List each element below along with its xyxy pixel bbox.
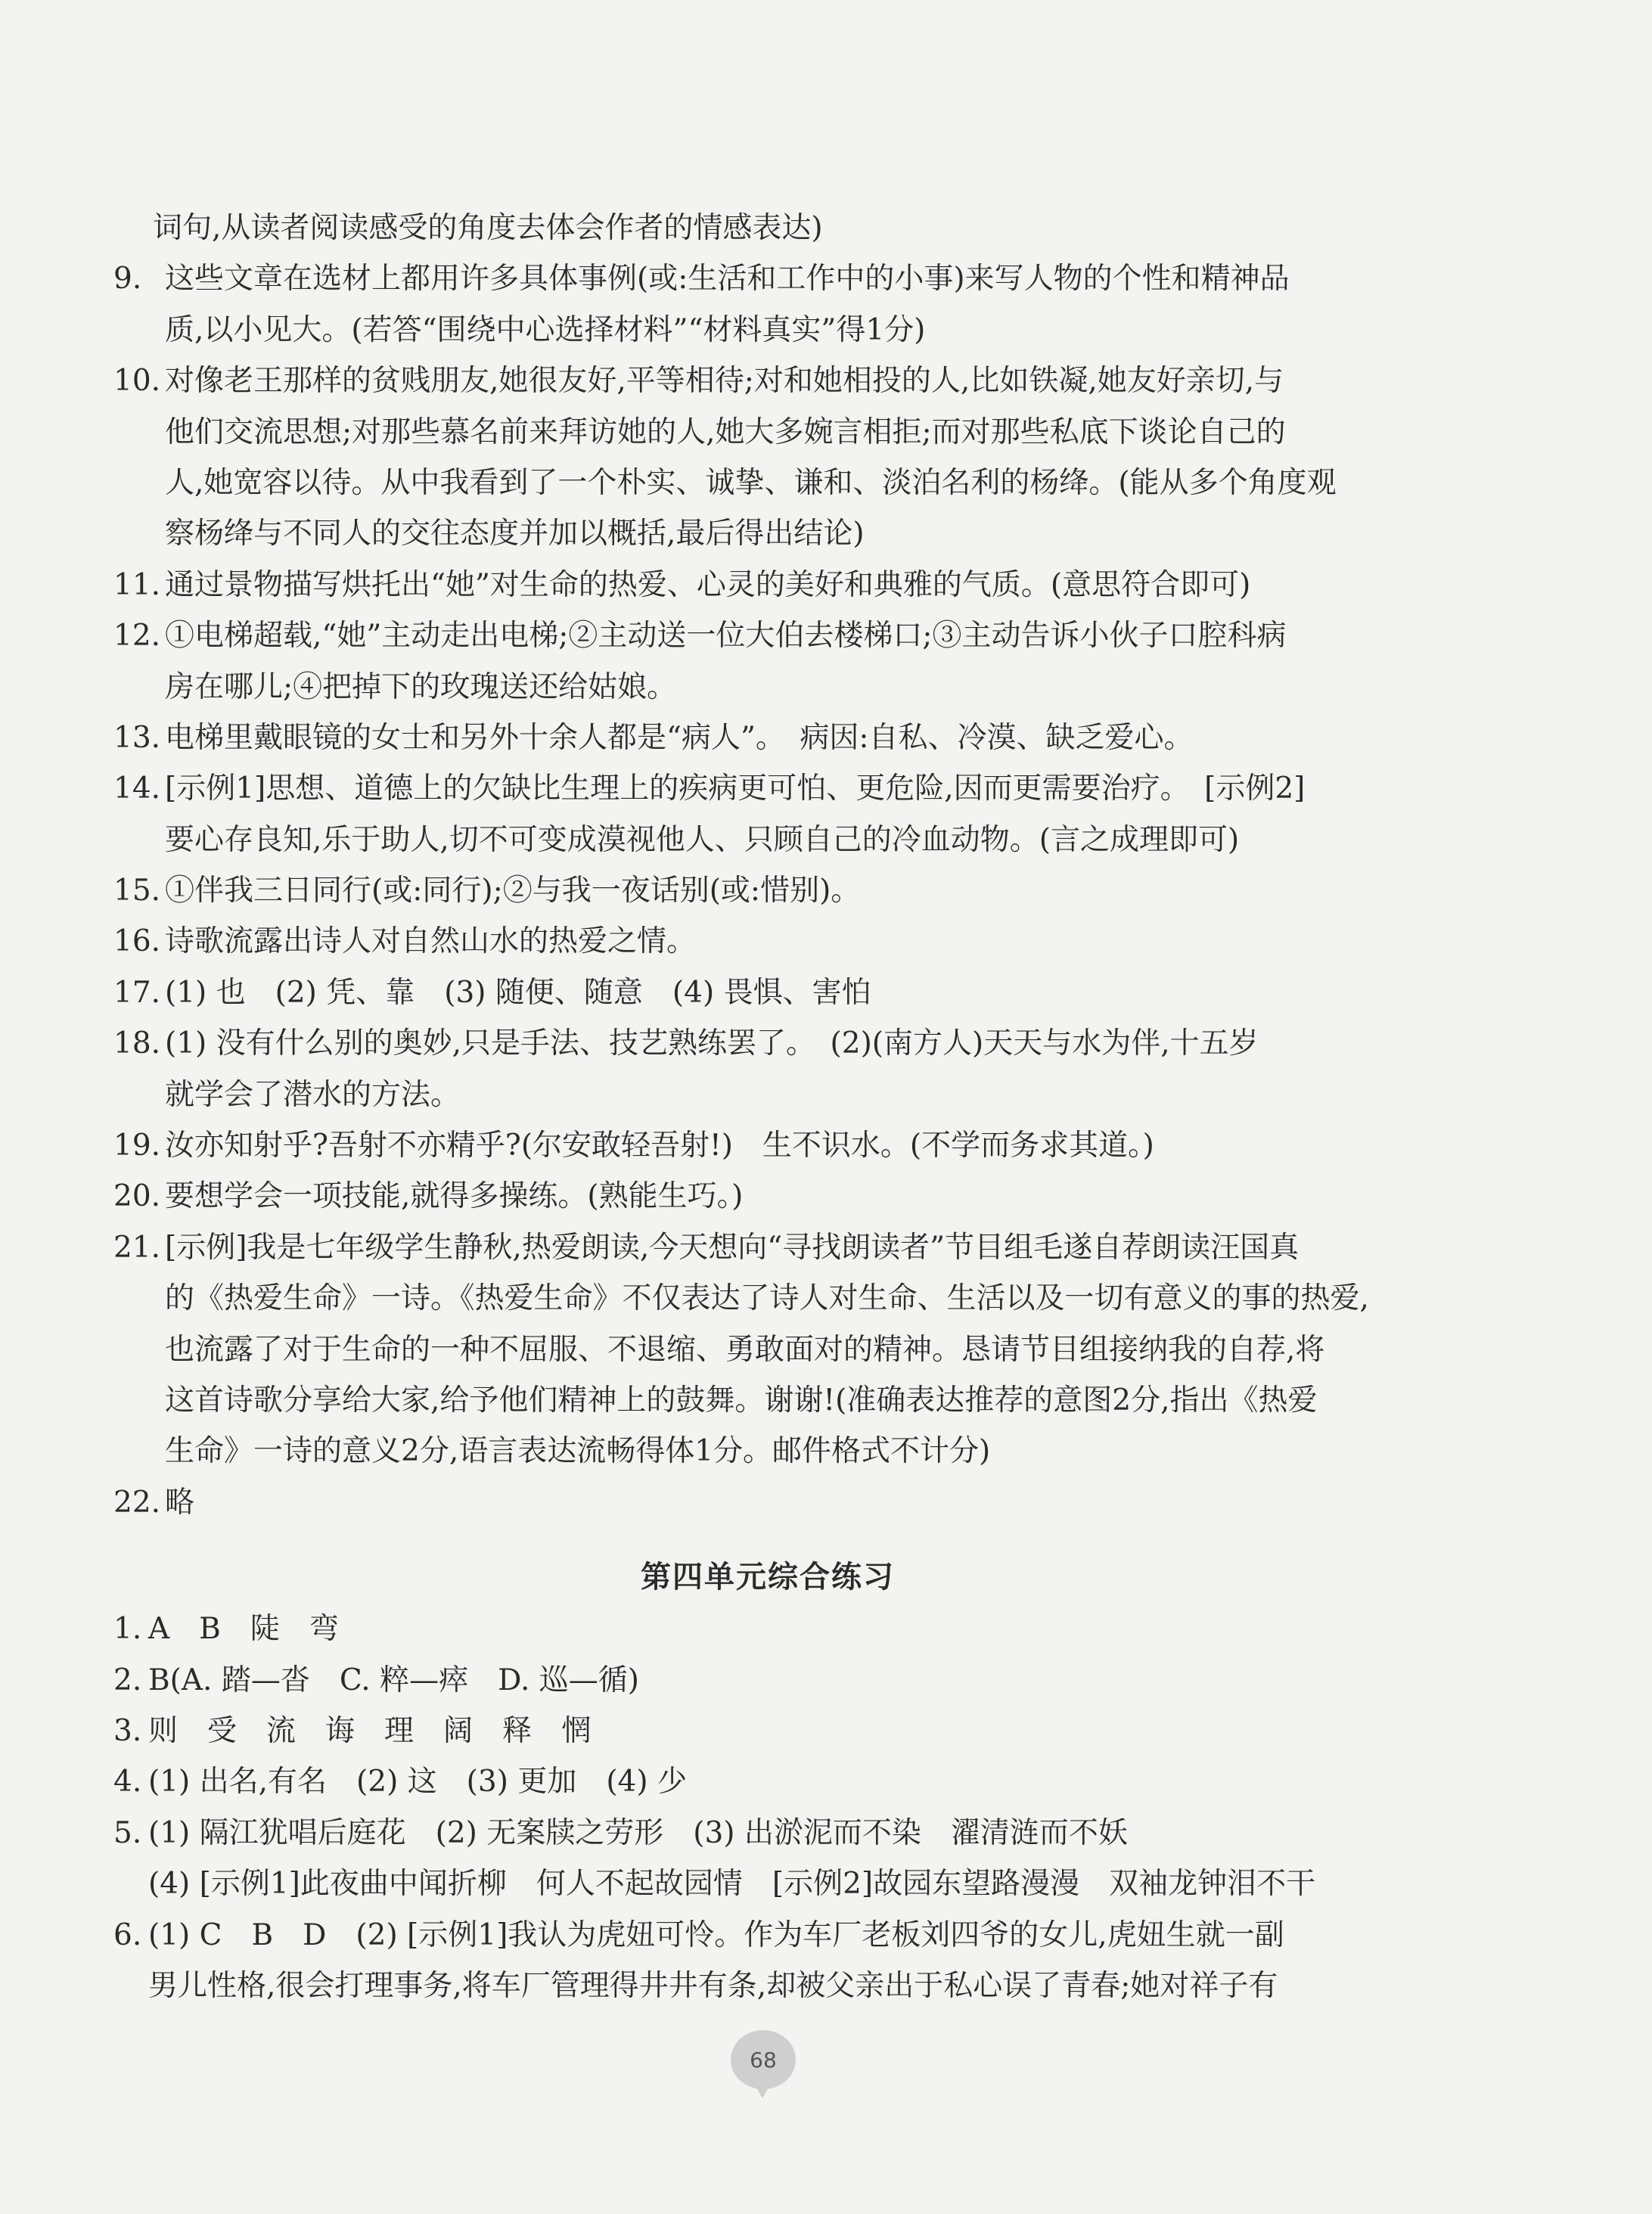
answer-item (113, 763, 1422, 814)
answer-text: 也流露了对于生命的一种不屈服、不退缩、勇敢面对的精神。恳请节目组接纳我的自荐,将 (165, 1332, 1325, 1367)
answer-text: (1) 没有什么别的奥妙,只是手法、技艺熟练罢了。 (2)(南方人)天天与水为伴,十五岁 (165, 1026, 1259, 1061)
answer-text: 要心存良知,乐于助人,切不可变成漠视他人、只顾自己的冷血动物。(言之成理即可) (165, 822, 1240, 857)
answer-item (113, 713, 1422, 763)
answer-text: 人,她宽容以待。从中我看到了一个朴实、诚挚、谦和、淡泊名利的杨绛。(能从多个角度观 (165, 465, 1337, 500)
answer-text: (1) 也 (2) 凭、靠 (3) 随便、随意 (4) 畏惧、害怕 (165, 975, 871, 1010)
answer-text: [示例]我是七年级学生静秋,热爱朗读,今天想向“寻找朗读者”节目组毛遂自荐朗读汪国真 (165, 1230, 1300, 1265)
answer-item (113, 1222, 1422, 1273)
answer-continuation (113, 1375, 1422, 1426)
answer-continuation (113, 1858, 1422, 1909)
answer-text: 略 (165, 1485, 195, 1520)
item-number: 10. (113, 364, 161, 399)
answer-text: 通过景物描写烘托出“她”对生命的热爱、心灵的美好和典雅的气质。(意思符合即可) (165, 567, 1251, 602)
answer-item (113, 865, 1422, 916)
answer-text: 词句,从读者阅读感受的角度去体会作者的情感表达) (153, 211, 823, 245)
page-number-badge: 68 (731, 2030, 796, 2089)
answer-item (113, 1120, 1422, 1171)
answer-text: 男儿性格,很会打理事务,将车厂管理得井井有条,却被父亲出于私心误了青春;她对祥子有 (148, 1968, 1278, 2003)
answer-item (113, 356, 1422, 406)
answer-text: 则 受 流 诲 理 阔 释 惘 (148, 1713, 592, 1748)
answer-continuation (113, 458, 1422, 508)
answer-item (113, 1171, 1422, 1222)
answer-item (113, 610, 1422, 661)
answer-content (113, 203, 1422, 2011)
answer-text: [示例1]思想、道德上的欠缺比生理上的疾病更可怕、更危险,因而更需要治疗。 [示例2] (165, 772, 1306, 806)
item-number: 4. (113, 1765, 142, 1799)
item-number: 13. (113, 720, 161, 755)
answer-item (113, 1910, 1422, 1961)
item-number: 9. (113, 262, 142, 297)
item-number: 22. (113, 1485, 161, 1520)
answer-text: 的《热爱生命》一诗。《热爱生命》不仅表达了诗人对生命、生活以及一切有意义的事的热爱, (165, 1281, 1369, 1316)
item-number: 2. (113, 1663, 142, 1697)
answer-text: (1) C B D (2) [示例1]我认为虎妞可怜。作为车厂老板刘四爷的女儿,虎妞生就一副 (148, 1917, 1284, 1952)
answer-continuation (113, 305, 1422, 356)
answer-text: B(A. 踏—沓 C. 粹—瘁 D. 巡—循) (148, 1663, 639, 1697)
answer-text: 对像老王那样的贫贱朋友,她很友好,平等相待;对和她相投的人,比如铁凝,她友好亲切,与 (165, 364, 1284, 399)
answer-continuation (113, 1426, 1422, 1477)
answer-text: 电梯里戴眼镜的女士和另外十余人都是“病人”。 病因:自私、冷漠、缺乏爱心。 (165, 720, 1194, 755)
answer-continuation (113, 203, 1422, 253)
answer-text: 这些文章在选材上都用许多具体事例(或:生活和工作中的小事)来写人物的个性和精神品 (165, 262, 1290, 297)
item-number: 1. (113, 1612, 142, 1647)
item-number: 11. (113, 567, 161, 602)
item-number: 6. (113, 1917, 142, 1952)
section-title: 第四单元综合练习 (641, 1559, 895, 1595)
answer-item (113, 1477, 1422, 1528)
answer-item (113, 560, 1422, 610)
answers-unit4 (113, 1604, 1422, 2011)
answer-item (113, 1706, 1422, 1756)
item-number: 20. (113, 1179, 161, 1214)
item-number: 3. (113, 1713, 142, 1748)
answer-text: 就学会了潜水的方法。 (165, 1077, 461, 1112)
answers-part3 (113, 203, 1422, 1528)
answer-item (113, 1604, 1422, 1654)
answer-continuation (113, 407, 1422, 458)
answer-text: 这首诗歌分享给大家,给予他们精神上的鼓舞。谢谢!(准确表达推荐的意图2分,指出《热爱 (165, 1383, 1318, 1418)
item-number: 12. (113, 619, 161, 654)
answer-item (113, 1655, 1422, 1706)
answer-continuation (113, 815, 1422, 865)
answer-continuation (113, 1273, 1422, 1324)
answer-text: 质,以小见大。(若答“围绕中心选择材料”“材料真实”得1分) (165, 312, 926, 347)
answer-continuation (113, 1070, 1422, 1120)
item-number: 21. (113, 1230, 161, 1265)
answer-item (113, 1018, 1422, 1069)
answer-continuation (113, 1324, 1422, 1375)
answer-text: (4) [示例1]此夜曲中闻折柳 何人不起故园情 [示例2]故园东望路漫漫 双袖龙钟泪不干 (148, 1867, 1316, 1902)
answer-text: A B 陡 弯 (148, 1612, 339, 1647)
item-number: 18. (113, 1026, 161, 1061)
answer-continuation (113, 508, 1422, 559)
answer-continuation (113, 1961, 1422, 2011)
answer-item (113, 967, 1422, 1018)
answer-item (113, 916, 1422, 967)
item-number: 19. (113, 1129, 161, 1163)
answer-text: 察杨绛与不同人的交往态度并加以概括,最后得出结论) (165, 517, 865, 551)
answer-text: 汝亦知射乎?吾射不亦精乎?(尔安敢轻吾射!) 生不识水。(不学而务求其道。) (165, 1129, 1154, 1163)
item-number: 15. (113, 874, 161, 908)
answer-text: (1) 出名,有名 (2) 这 (3) 更加 (4) 少 (148, 1765, 687, 1799)
item-number: 5. (113, 1815, 142, 1850)
answer-text: 生命》一诗的意义2分,语言表达流畅得体1分。邮件格式不计分) (165, 1434, 991, 1469)
item-number: 17. (113, 975, 161, 1010)
answer-text: ①电梯超载,“她”主动走出电梯;②主动送一位大伯去楼梯口;③主动告诉小伙子口腔科病 (165, 619, 1287, 654)
item-number: 14. (113, 772, 161, 806)
answer-item (113, 1756, 1422, 1807)
answer-item (113, 1808, 1422, 1858)
answer-text: (1) 隔江犹唱后庭花 (2) 无案牍之劳形 (3) 出淤泥而不染 濯清涟而不妖 (148, 1815, 1128, 1850)
answer-text: 他们交流思想;对那些慕名前来拜访她的人,她大多婉言相拒;而对那些私底下谈论自己的 (165, 415, 1286, 449)
answer-text: 房在哪儿;④把掉下的玫瑰送还给姑娘。 (165, 669, 677, 704)
answer-text: 要想学会一项技能,就得多操练。(熟能生巧。) (165, 1179, 744, 1214)
answer-continuation (113, 662, 1422, 713)
answer-item (113, 253, 1422, 304)
item-number: 16. (113, 924, 161, 959)
answer-text: ①伴我三日同行(或:同行);②与我一夜话别(或:惜别)。 (165, 874, 861, 908)
answer-text: 诗歌流露出诗人对自然山水的热爱之情。 (165, 924, 697, 959)
